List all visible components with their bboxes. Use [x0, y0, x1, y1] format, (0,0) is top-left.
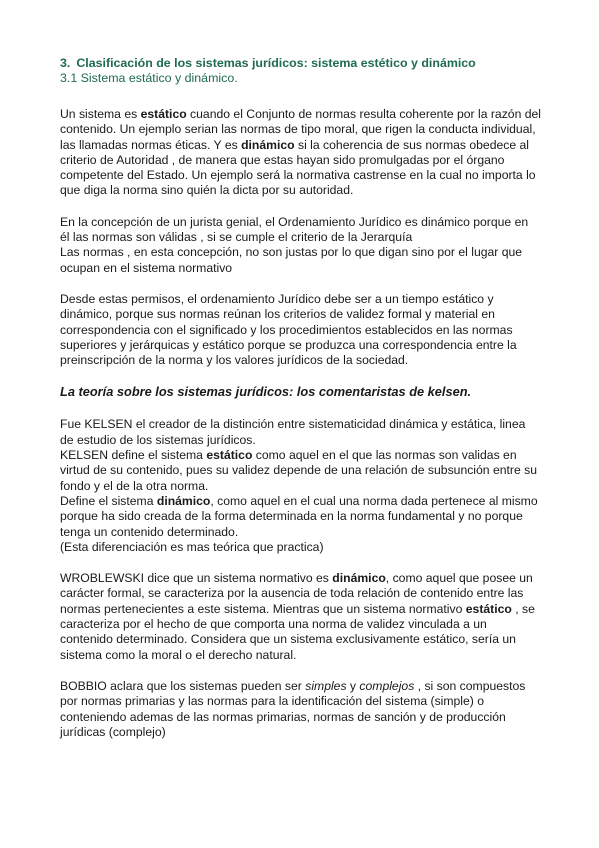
text-run: KELSEN define el sistema	[60, 448, 207, 463]
text-run: , si son compuestos por normas primarias y las normas para la identificación del sistema (simple) o conteniendo ademas de las normas primarias, normas de sanción y de producción jurídicas (complejo)	[60, 678, 526, 739]
text-run: si la coherencia de sus normas obedece al criterio de Autoridad , de manera que estas hayan sido promulgadas por el órgano competente del Estado. Un ejemplo será la normativa castrense en la cual no importa lo que diga la norma sino quién la dicta por su autoridad.	[60, 137, 536, 198]
text-run: cuando el Conjunto de normas resulta coherente por la razón del contenido. Un ejemplo serian las normas de tipo moral, que rigen la conducta individual, las llamadas normas éticas. Y es	[60, 107, 542, 152]
italic-term-simples: simples	[305, 678, 347, 693]
text-line	[60, 448, 541, 494]
bold-term-dinamico: dinámico	[156, 493, 211, 508]
section-title-text: Clasificación de los sistemas jurídicos: sistema estético y dinámico	[76, 56, 476, 70]
paragraph-bobbio	[60, 679, 541, 740]
section-subtitle: 3.1 Sistema estático y dinámico.	[60, 71, 238, 85]
subheading-kelsen: La teoría sobre los sistemas jurídicos: los comentaristas de kelsen.	[60, 384, 472, 400]
text-run: , como aquel en el cual una norma dada pertenece al mismo porque ha sido creada de la forma determinada en la norma fundamental y no porque tenga un contenido determinado.	[60, 493, 538, 539]
text-run: WROBLEWSKI dice que un sistema normativo es	[60, 571, 333, 586]
text-run: , como aquel que posee un carácter formal, se caracteriza por la ausencia de toda relación de contenido entre las normas pertenecientes a este sistema. Mientras que un sistema normativo	[60, 571, 533, 616]
bold-term-estatico: estático	[206, 448, 253, 463]
italic-term-complejos: complejos	[359, 678, 415, 693]
paragraph-jurista	[60, 215, 541, 276]
bold-term-dinamico: dinámico	[241, 137, 295, 152]
text-run: y	[346, 678, 360, 693]
paragraph-wroblewski	[60, 571, 541, 663]
text-run: Define el sistema	[60, 493, 157, 508]
text-run: BOBBIO aclara que los sistemas pueden ser	[60, 678, 306, 693]
section-number: 3.	[60, 56, 71, 70]
bold-term-estatico: estático	[465, 601, 512, 616]
text-run: como aquel en el que las normas son validas en virtud de su contenido, pues su validez depende de una relación de subsunción entre su fondo y el de la otra norma.	[60, 448, 537, 493]
text-run: , se caracteriza por el hecho de que comporta una norma de validez vinculada a un contenido determinado. Considera que un sistema exclusivamente estático, sería un sistema como la moral o el derecho natural.	[60, 601, 535, 662]
text-line: En la concepción de un jurista genial, el Ordenamiento Jurídico es dinámico porque en él las normas son válidas , si se cumple el criterio de la Jerarquía	[60, 214, 529, 245]
paragraph-kelsen	[60, 417, 541, 555]
text-line: Fue KELSEN el creador de la distinción entre sistematicidad dinámica y estática, linea de estudio de los sistemas jurídicos.	[60, 417, 526, 447]
bold-term-dinamico: dinámico	[332, 571, 386, 586]
text-line: (Esta diferenciación es mas teórica que practica)	[60, 539, 324, 554]
text-line: Las normas , en esta concepción, no son justas por lo que digan sino por el lugar que ocupan en el sistema normativo	[60, 245, 523, 275]
bold-term-estatico: estático	[140, 107, 187, 121]
paragraph-static-dynamic	[60, 107, 541, 199]
section-title	[60, 56, 541, 71]
text-line	[60, 494, 541, 540]
paragraph-ordenamiento: Desde estas permisos, el ordenamiento Jurídico debe ser a un tiempo estático y dinámico, porque sus normas reúnan los criterios de validez formal y material en correspondencia con el significado y los procedimientos establecidos en las normas superiores y jerárquicas y estático porque se produzca una correspondencia entre la preinscripción de la norma y los valores jurídicos de la sociedad.	[60, 291, 517, 368]
text-run: Un sistema es	[60, 107, 141, 121]
